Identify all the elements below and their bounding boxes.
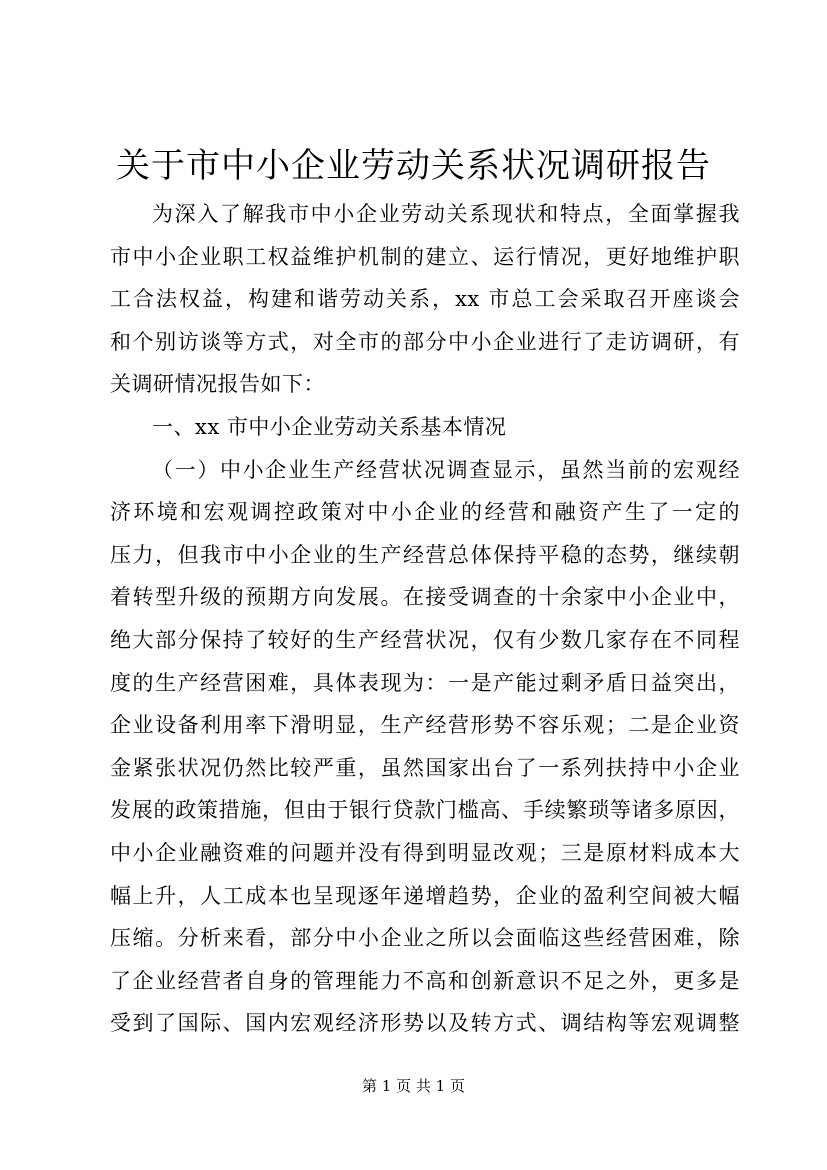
paragraph-line: 中小企业融资难的问题并没有得到明显改观；三是原材料成本大 (110, 840, 740, 865)
paragraph-line: 金紧张状况仍然比较严重，虽然国家出台了一系列扶持中小企业 (110, 755, 740, 780)
paragraph-line: 幅上升，人工成本也呈现逐年递增趋势，企业的盈利空间被大幅 (110, 883, 740, 908)
paragraph-line: 受到了国际、国内宏观经济形势以及转方式、调结构等宏观调整 (110, 1011, 740, 1036)
section-heading: 一、xx 市中小企业劳动关系基本情况 (152, 414, 507, 439)
paragraph-line: 了企业经营者自身的管理能力不高和创新意识不足之外，更多是 (110, 968, 740, 993)
paragraph-line: 着转型升级的预期方向发展。在接受调查的十余家中小企业中， (110, 585, 740, 610)
paragraph-line: 压力，但我市中小企业的生产经营总体保持平稳的态势，继续朝 (110, 542, 740, 567)
paragraph-line: （一）中小企业生产经营状况调查显示，虽然当前的宏观经 (152, 457, 740, 482)
paragraph-line: 绝大部分保持了较好的生产经营状况，仅有少数几家存在不同程 (110, 627, 740, 652)
document-title: 关于市中小企业劳动关系状况调研报告 (116, 146, 711, 186)
paragraph-line: 发展的政策措施，但由于银行贷款门槛高、手续繁琐等诸多原因， (110, 798, 740, 823)
paragraph-line: 企业设备利用率下滑明显，生产经营形势不容乐观；二是企业资 (110, 713, 740, 738)
paragraph-line: 关调研情况报告如下： (110, 372, 325, 397)
page-number-footer: 第 1 页 共 1 页 (362, 1077, 465, 1095)
paragraph-line: 度的生产经营困难，具体表现为：一是产能过剩矛盾日益突出， (110, 670, 740, 695)
paragraph-line: 和个别访谈等方式，对全市的部分中小企业进行了走访调研，有 (110, 329, 740, 354)
paragraph-line: 压缩。分析来看，部分中小企业之所以会面临这些经营困难，除 (110, 926, 740, 951)
document-body (110, 193, 740, 1045)
paragraph-line: 工合法权益，构建和谐劳动关系，xx 市总工会采取召开座谈会 (110, 287, 740, 312)
paragraph-line: 为深入了解我市中小企业劳动关系现状和特点，全面掌握我 (152, 202, 740, 226)
paragraph-line: 济环境和宏观调控政策对中小企业的经营和融资产生了一定的 (110, 500, 740, 525)
paragraph-line: 市中小企业职工权益维护机制的建立、运行情况，更好地维护职 (110, 244, 740, 269)
